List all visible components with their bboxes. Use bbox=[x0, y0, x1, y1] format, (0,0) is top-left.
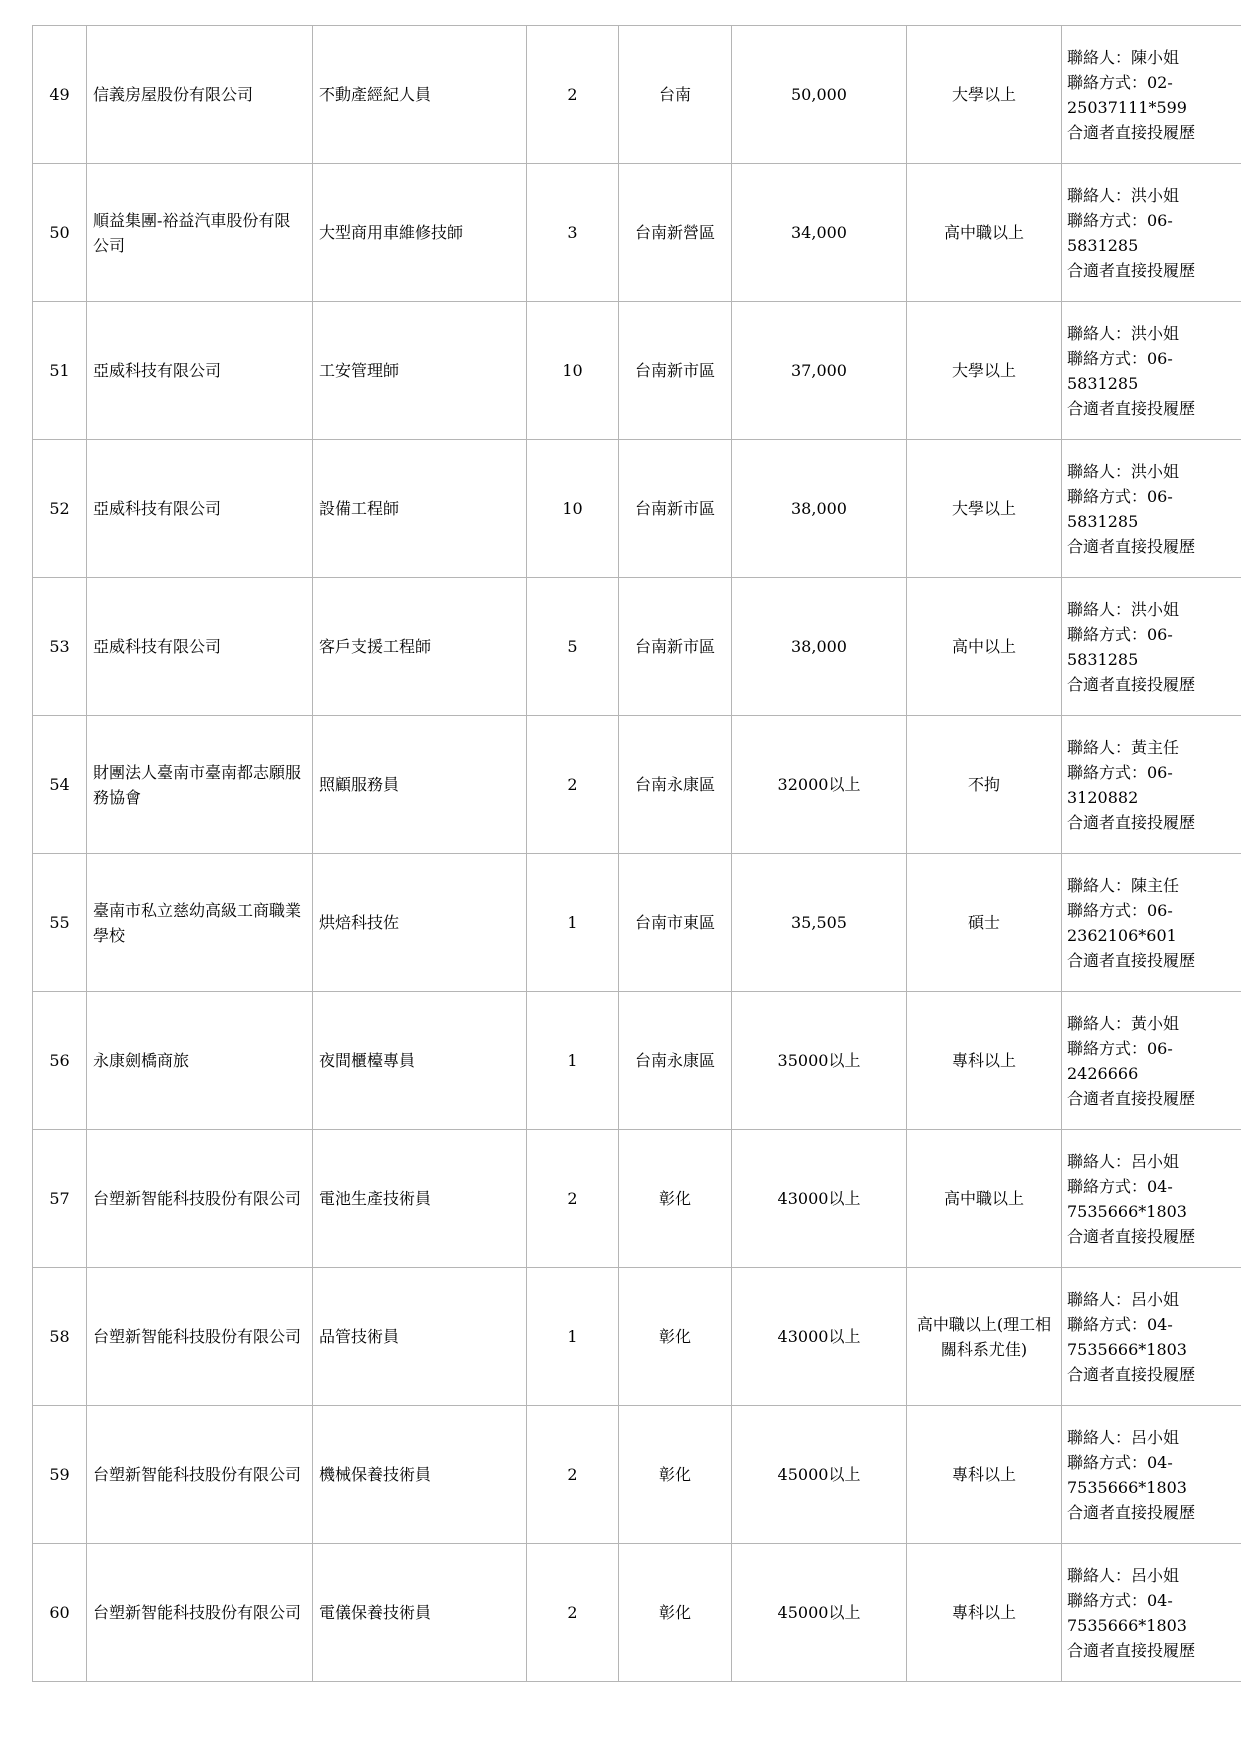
job-title: 電池生產技術員 bbox=[319, 1189, 432, 1208]
education-requirement-cell bbox=[907, 854, 1062, 992]
job-title: 設備工程師 bbox=[319, 499, 400, 518]
job-title: 品管技術員 bbox=[319, 1327, 400, 1346]
salary-cell bbox=[732, 164, 907, 302]
company-name-cell bbox=[87, 578, 313, 716]
table-row bbox=[33, 1130, 1241, 1268]
work-location: 台南新營區 bbox=[634, 223, 715, 242]
table-row bbox=[33, 26, 1241, 164]
row-number: 53 bbox=[49, 637, 70, 656]
education-requirement-cell bbox=[907, 302, 1062, 440]
work-location: 台南新市區 bbox=[634, 637, 715, 656]
salary: 38,000 bbox=[791, 499, 847, 518]
salary: 45000以上 bbox=[777, 1603, 861, 1622]
contact-line: 聯絡方式：06- bbox=[1067, 900, 1173, 920]
company-name: 順益集團-裕益汽車股份有限公司 bbox=[93, 210, 291, 255]
job-title: 電儀保養技術員 bbox=[319, 1603, 432, 1622]
job-title: 夜間櫃檯專員 bbox=[319, 1051, 416, 1070]
headcount-cell bbox=[527, 854, 619, 992]
salary: 50,000 bbox=[791, 85, 847, 104]
row-number-cell bbox=[33, 1544, 87, 1682]
contact-line: 聯絡方式：06- bbox=[1067, 348, 1173, 368]
job-title-cell bbox=[313, 578, 527, 716]
company-name-cell bbox=[87, 1130, 313, 1268]
headcount: 1 bbox=[567, 1327, 578, 1346]
company-name: 永康劍橋商旅 bbox=[93, 1051, 190, 1070]
company-name: 信義房屋股份有限公司 bbox=[93, 85, 254, 104]
contact-line: 合適者直接投履歷 bbox=[1067, 1088, 1196, 1108]
education-requirement-cell bbox=[907, 992, 1062, 1130]
headcount: 2 bbox=[567, 775, 578, 794]
contact-info-cell bbox=[1062, 716, 1241, 854]
contact-line: 5831285 bbox=[1067, 373, 1139, 393]
row-number-cell bbox=[33, 992, 87, 1130]
contact-line: 聯絡方式：06- bbox=[1067, 210, 1173, 230]
contact-info-cell bbox=[1062, 578, 1241, 716]
salary-cell bbox=[732, 578, 907, 716]
table-row bbox=[33, 578, 1241, 716]
education-requirement: 大學以上 bbox=[951, 85, 1016, 104]
work-location-cell bbox=[619, 854, 732, 992]
contact-line: 2426666 bbox=[1067, 1063, 1139, 1083]
contact-line: 合適者直接投履歷 bbox=[1067, 398, 1196, 418]
work-location-cell bbox=[619, 164, 732, 302]
salary: 43000以上 bbox=[777, 1189, 861, 1208]
work-location: 台南新市區 bbox=[634, 361, 715, 380]
contact-line: 聯絡人：黃小姐 bbox=[1067, 1013, 1180, 1033]
headcount-cell bbox=[527, 1130, 619, 1268]
table-row bbox=[33, 1268, 1241, 1406]
job-title-cell bbox=[313, 1544, 527, 1682]
education-requirement-cell bbox=[907, 26, 1062, 164]
contact-line: 合適者直接投履歷 bbox=[1067, 812, 1196, 832]
company-name: 台塑新智能科技股份有限公司 bbox=[93, 1327, 302, 1346]
company-name-cell bbox=[87, 302, 313, 440]
contact-info-cell bbox=[1062, 302, 1241, 440]
education-requirement: 大學以上 bbox=[951, 499, 1016, 518]
contact-line: 7535666*1803 bbox=[1067, 1615, 1187, 1635]
contact-line: 聯絡方式：06- bbox=[1067, 1038, 1173, 1058]
row-number-cell bbox=[33, 716, 87, 854]
salary-cell bbox=[732, 1130, 907, 1268]
salary-cell bbox=[732, 1406, 907, 1544]
contact-line: 2362106*601 bbox=[1067, 925, 1177, 945]
contact-info-cell bbox=[1062, 164, 1241, 302]
contact-line: 聯絡人：呂小姐 bbox=[1067, 1565, 1180, 1585]
education-requirement-cell bbox=[907, 578, 1062, 716]
row-number-cell bbox=[33, 1268, 87, 1406]
table-row bbox=[33, 716, 1241, 854]
row-number-cell bbox=[33, 1406, 87, 1544]
company-name-cell bbox=[87, 854, 313, 992]
contact-info-cell bbox=[1062, 26, 1241, 164]
salary: 35,505 bbox=[791, 913, 847, 932]
job-title-cell bbox=[313, 440, 527, 578]
contact-line: 7535666*1803 bbox=[1067, 1201, 1187, 1221]
contact-line: 聯絡人：黃主任 bbox=[1067, 737, 1180, 757]
company-name: 台塑新智能科技股份有限公司 bbox=[93, 1465, 302, 1484]
contact-line: 5831285 bbox=[1067, 649, 1139, 669]
contact-line: 聯絡人：洪小姐 bbox=[1067, 323, 1180, 343]
job-title-cell bbox=[313, 1268, 527, 1406]
contact-line: 合適者直接投履歷 bbox=[1067, 674, 1196, 694]
education-requirement: 專科以上 bbox=[951, 1603, 1016, 1622]
contact-line: 聯絡方式：02- bbox=[1067, 72, 1173, 92]
headcount: 2 bbox=[567, 1603, 578, 1622]
contact-line: 合適者直接投履歷 bbox=[1067, 1226, 1196, 1246]
contact-info-cell bbox=[1062, 1268, 1241, 1406]
row-number: 57 bbox=[49, 1189, 70, 1208]
row-number: 51 bbox=[49, 361, 70, 380]
contact-line: 7535666*1803 bbox=[1067, 1477, 1187, 1497]
work-location-cell bbox=[619, 440, 732, 578]
job-title-cell bbox=[313, 716, 527, 854]
job-title: 不動產經紀人員 bbox=[319, 85, 432, 104]
job-title-cell bbox=[313, 26, 527, 164]
headcount: 2 bbox=[567, 1465, 578, 1484]
contact-line: 合適者直接投履歷 bbox=[1067, 1502, 1196, 1522]
headcount: 2 bbox=[567, 85, 578, 104]
headcount-cell bbox=[527, 440, 619, 578]
contact-info-cell bbox=[1062, 440, 1241, 578]
contact-line: 合適者直接投履歷 bbox=[1067, 122, 1196, 142]
contact-line: 合適者直接投履歷 bbox=[1067, 1640, 1196, 1660]
contact-line: 聯絡人：洪小姐 bbox=[1067, 185, 1180, 205]
row-number: 55 bbox=[49, 913, 70, 932]
contact-line: 合適者直接投履歷 bbox=[1067, 536, 1196, 556]
table-row bbox=[33, 302, 1241, 440]
contact-info-cell bbox=[1062, 1130, 1241, 1268]
company-name-cell bbox=[87, 26, 313, 164]
contact-line: 5831285 bbox=[1067, 511, 1139, 531]
job-title: 烘焙科技佐 bbox=[319, 913, 400, 932]
contact-line: 聯絡人：陳主任 bbox=[1067, 875, 1180, 895]
row-number-cell bbox=[33, 302, 87, 440]
job-listing-body bbox=[33, 26, 1241, 1682]
company-name-cell bbox=[87, 1406, 313, 1544]
headcount: 10 bbox=[562, 499, 583, 518]
row-number-cell bbox=[33, 26, 87, 164]
headcount: 3 bbox=[567, 223, 578, 242]
company-name: 亞威科技有限公司 bbox=[93, 637, 222, 656]
salary-cell bbox=[732, 440, 907, 578]
contact-line: 合適者直接投履歷 bbox=[1067, 950, 1196, 970]
row-number-cell bbox=[33, 164, 87, 302]
education-requirement-cell bbox=[907, 1268, 1062, 1406]
work-location-cell bbox=[619, 1130, 732, 1268]
work-location: 台南 bbox=[658, 85, 691, 104]
work-location-cell bbox=[619, 26, 732, 164]
salary-cell bbox=[732, 992, 907, 1130]
row-number: 54 bbox=[49, 775, 70, 794]
salary: 34,000 bbox=[791, 223, 847, 242]
salary: 38,000 bbox=[791, 637, 847, 656]
contact-line: 聯絡人：呂小姐 bbox=[1067, 1151, 1180, 1171]
table-row bbox=[33, 440, 1241, 578]
job-title: 機械保養技術員 bbox=[319, 1465, 432, 1484]
contact-line: 3120882 bbox=[1067, 787, 1139, 807]
work-location: 台南新市區 bbox=[634, 499, 715, 518]
headcount-cell bbox=[527, 302, 619, 440]
work-location-cell bbox=[619, 578, 732, 716]
work-location: 台南永康區 bbox=[634, 775, 715, 794]
work-location: 彰化 bbox=[658, 1327, 691, 1346]
education-requirement: 碩士 bbox=[967, 913, 1000, 932]
education-requirement: 高中以上 bbox=[951, 637, 1016, 656]
headcount-cell bbox=[527, 164, 619, 302]
education-requirement: 專科以上 bbox=[951, 1051, 1016, 1070]
contact-line: 聯絡方式：04- bbox=[1067, 1176, 1173, 1196]
row-number-cell bbox=[33, 440, 87, 578]
job-title: 照顧服務員 bbox=[319, 775, 400, 794]
job-title-cell bbox=[313, 302, 527, 440]
table-row bbox=[33, 854, 1241, 992]
company-name: 亞威科技有限公司 bbox=[93, 499, 222, 518]
contact-line: 合適者直接投履歷 bbox=[1067, 1364, 1196, 1384]
work-location: 台南永康區 bbox=[634, 1051, 715, 1070]
contact-line: 聯絡人：陳小姐 bbox=[1067, 47, 1180, 67]
education-requirement: 高中職以上(理工相關科系尤佳) bbox=[916, 1314, 1052, 1359]
table-row bbox=[33, 1544, 1241, 1682]
contact-line: 7535666*1803 bbox=[1067, 1339, 1187, 1359]
contact-info-cell bbox=[1062, 1406, 1241, 1544]
headcount-cell bbox=[527, 578, 619, 716]
contact-line: 聯絡人：呂小姐 bbox=[1067, 1289, 1180, 1309]
company-name-cell bbox=[87, 1268, 313, 1406]
contact-line: 聯絡方式：04- bbox=[1067, 1452, 1173, 1472]
salary-cell bbox=[732, 302, 907, 440]
company-name: 財團法人臺南市臺南都志願服務協會 bbox=[93, 762, 302, 807]
contact-line: 聯絡人：洪小姐 bbox=[1067, 599, 1180, 619]
headcount: 5 bbox=[567, 637, 578, 656]
education-requirement-cell bbox=[907, 1406, 1062, 1544]
salary: 35000以上 bbox=[777, 1051, 861, 1070]
contact-line: 合適者直接投履歷 bbox=[1067, 260, 1196, 280]
contact-line: 聯絡方式：06- bbox=[1067, 486, 1173, 506]
work-location-cell bbox=[619, 302, 732, 440]
row-number: 60 bbox=[49, 1603, 70, 1622]
work-location-cell bbox=[619, 716, 732, 854]
contact-info-cell bbox=[1062, 992, 1241, 1130]
education-requirement-cell bbox=[907, 1544, 1062, 1682]
headcount: 1 bbox=[567, 1051, 578, 1070]
row-number-cell bbox=[33, 1130, 87, 1268]
contact-line: 聯絡方式：06- bbox=[1067, 624, 1173, 644]
row-number: 58 bbox=[49, 1327, 70, 1346]
row-number: 56 bbox=[49, 1051, 70, 1070]
job-title-cell bbox=[313, 1406, 527, 1544]
contact-line: 5831285 bbox=[1067, 235, 1139, 255]
contact-info-cell bbox=[1062, 854, 1241, 992]
work-location: 彰化 bbox=[658, 1465, 691, 1484]
education-requirement: 大學以上 bbox=[951, 361, 1016, 380]
row-number: 49 bbox=[49, 85, 70, 104]
table-row bbox=[33, 164, 1241, 302]
headcount-cell bbox=[527, 1544, 619, 1682]
education-requirement: 高中職以上 bbox=[943, 223, 1024, 242]
contact-line: 聯絡方式：04- bbox=[1067, 1314, 1173, 1334]
salary: 37,000 bbox=[791, 361, 847, 380]
company-name-cell bbox=[87, 1544, 313, 1682]
salary: 45000以上 bbox=[777, 1465, 861, 1484]
job-title: 客戶支援工程師 bbox=[319, 637, 432, 656]
work-location-cell bbox=[619, 992, 732, 1130]
headcount: 2 bbox=[567, 1189, 578, 1208]
salary-cell bbox=[732, 1268, 907, 1406]
job-title-cell bbox=[313, 992, 527, 1130]
contact-line: 聯絡方式：04- bbox=[1067, 1590, 1173, 1610]
education-requirement-cell bbox=[907, 1130, 1062, 1268]
company-name-cell bbox=[87, 716, 313, 854]
job-title: 大型商用車維修技師 bbox=[319, 223, 464, 242]
salary-cell bbox=[732, 26, 907, 164]
headcount: 10 bbox=[562, 361, 583, 380]
work-location-cell bbox=[619, 1406, 732, 1544]
job-title: 工安管理師 bbox=[319, 361, 400, 380]
job-title-cell bbox=[313, 854, 527, 992]
company-name-cell bbox=[87, 440, 313, 578]
work-location: 台南市東區 bbox=[634, 913, 715, 932]
job-title-cell bbox=[313, 164, 527, 302]
row-number-cell bbox=[33, 578, 87, 716]
salary-cell bbox=[732, 716, 907, 854]
salary-cell bbox=[732, 1544, 907, 1682]
work-location: 彰化 bbox=[658, 1603, 691, 1622]
table-row bbox=[33, 1406, 1241, 1544]
headcount-cell bbox=[527, 1268, 619, 1406]
company-name-cell bbox=[87, 992, 313, 1130]
education-requirement-cell bbox=[907, 440, 1062, 578]
contact-line: 聯絡人：呂小姐 bbox=[1067, 1427, 1180, 1447]
salary: 43000以上 bbox=[777, 1327, 861, 1346]
row-number: 59 bbox=[49, 1465, 70, 1484]
table-row bbox=[33, 992, 1241, 1130]
salary-cell bbox=[732, 854, 907, 992]
job-listing-table bbox=[32, 25, 1241, 1682]
company-name: 亞威科技有限公司 bbox=[93, 361, 222, 380]
work-location-cell bbox=[619, 1544, 732, 1682]
contact-info-cell bbox=[1062, 1544, 1241, 1682]
job-title-cell bbox=[313, 1130, 527, 1268]
company-name-cell bbox=[87, 164, 313, 302]
contact-line: 25037111*599 bbox=[1067, 97, 1187, 117]
education-requirement-cell bbox=[907, 716, 1062, 854]
education-requirement: 高中職以上 bbox=[943, 1189, 1024, 1208]
headcount-cell bbox=[527, 26, 619, 164]
education-requirement-cell bbox=[907, 164, 1062, 302]
row-number: 52 bbox=[49, 499, 70, 518]
headcount-cell bbox=[527, 1406, 619, 1544]
education-requirement: 專科以上 bbox=[951, 1465, 1016, 1484]
headcount: 1 bbox=[567, 913, 578, 932]
salary: 32000以上 bbox=[777, 775, 861, 794]
headcount-cell bbox=[527, 992, 619, 1130]
work-location: 彰化 bbox=[658, 1189, 691, 1208]
company-name: 臺南市私立慈幼高級工商職業學校 bbox=[93, 900, 302, 945]
company-name: 台塑新智能科技股份有限公司 bbox=[93, 1603, 302, 1622]
row-number-cell bbox=[33, 854, 87, 992]
contact-line: 聯絡方式：06- bbox=[1067, 762, 1173, 782]
headcount-cell bbox=[527, 716, 619, 854]
row-number: 50 bbox=[49, 223, 70, 242]
company-name: 台塑新智能科技股份有限公司 bbox=[93, 1189, 302, 1208]
work-location-cell bbox=[619, 1268, 732, 1406]
education-requirement: 不拘 bbox=[967, 775, 1000, 794]
contact-line: 聯絡人：洪小姐 bbox=[1067, 461, 1180, 481]
